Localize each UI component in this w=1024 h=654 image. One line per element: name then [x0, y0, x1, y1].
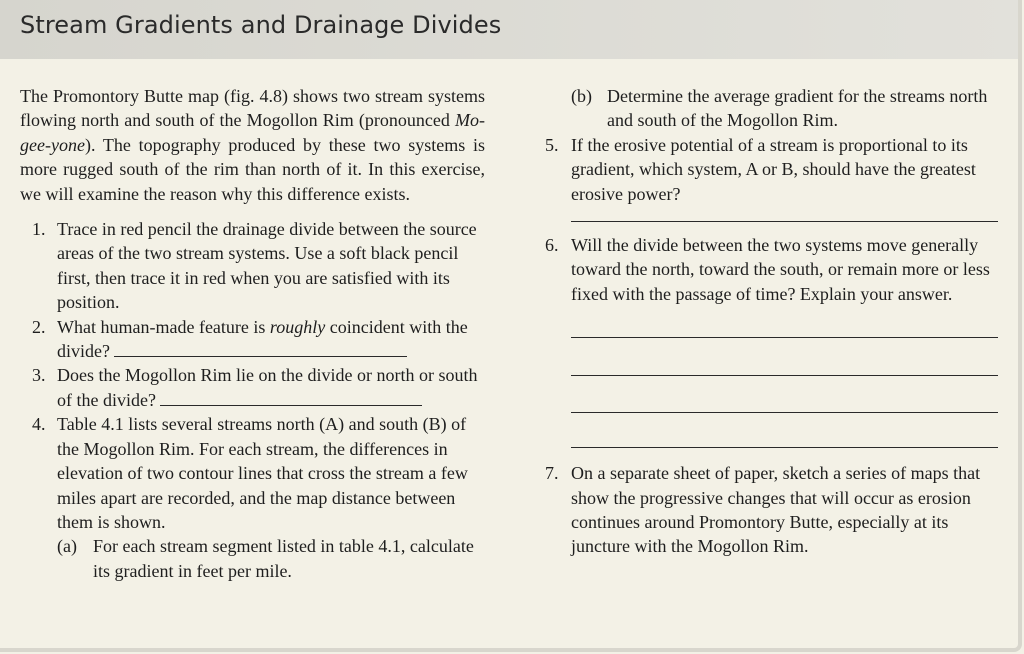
question-number: 2.	[32, 316, 46, 337]
question-text: Table 4.1 lists several streams north (A) and south (B) of the Mogollon Rim. For each stream, the differences in elevation of two contour lines that cross the stream a few miles apart are recorded, and the map distance between them is shown.	[57, 414, 468, 532]
section-title: Stream Gradients and Drainage Divides	[20, 11, 502, 39]
question-4b	[571, 84, 998, 133]
question-2: 2. What human-made feature is roughly coincident with the divide?	[32, 316, 468, 362]
question-text: Trace in red pencil the drainage divide between the source areas of the two stream systems. Use a soft black pencil first, then trace it in red when you are satisfied with its position.	[57, 219, 477, 313]
question-6	[545, 233, 998, 306]
question-4a	[57, 534, 485, 583]
sub-text: For each stream segment listed in table 4.1, calculate its gradient in feet per mile.	[93, 536, 474, 581]
answer-line-6b[interactable]	[571, 375, 998, 376]
question-1	[20, 217, 485, 315]
question-text: Does the Mogollon Rim lie on the divide or north or south of the divide?	[57, 365, 478, 410]
question-text: On a separate sheet of paper, sketch a series of maps that show the progressive changes that will occur as erosion continues around Promontory Butte, especially at its juncture with the Mogollon Rim.	[571, 463, 981, 557]
question-number: 6.	[545, 235, 559, 256]
question-5	[545, 133, 998, 206]
right-column	[545, 84, 998, 559]
left-column	[20, 84, 485, 583]
answer-line-6d[interactable]	[571, 447, 998, 448]
question-number: 4.	[32, 414, 46, 435]
answer-line-5[interactable]	[571, 221, 998, 222]
answer-line-6c[interactable]	[571, 412, 998, 413]
intro-paragraph: The Promontory Butte map (fig. 4.8) shows two stream systems flowing north and south of the Mogollon Rim (pronounced Mo-gee-yone). The topography produced by these two systems is more rugged south of the rim than north of it. In this exercise, we will examine the reason why this difference exists.	[20, 86, 485, 204]
answer-line-6a[interactable]	[571, 337, 998, 338]
answer-line-2[interactable]	[114, 340, 407, 357]
question-number: 1.	[32, 219, 46, 240]
section-header	[0, 0, 1018, 59]
sub-label: (a)	[57, 536, 77, 557]
question-number: 5.	[545, 134, 559, 155]
question-text: If the erosive potential of a stream is proportional to its gradient, which system, A or B, should have the greatest erosive power?	[571, 134, 976, 204]
question-7	[545, 461, 998, 559]
question-3	[20, 363, 485, 412]
sub-label: (b)	[571, 86, 592, 106]
sub-text: Determine the average gradient for the streams north and south of the Mogollon Rim.	[607, 86, 988, 131]
question-number: 7.	[545, 463, 559, 484]
question-text: Will the divide between the two systems move generally toward the north, toward the south, or remain more or less fixed with the passage of time? Explain your answer.	[571, 235, 990, 304]
question-4	[20, 412, 485, 583]
answer-line-3[interactable]	[160, 389, 422, 406]
question-number: 3.	[32, 365, 46, 386]
